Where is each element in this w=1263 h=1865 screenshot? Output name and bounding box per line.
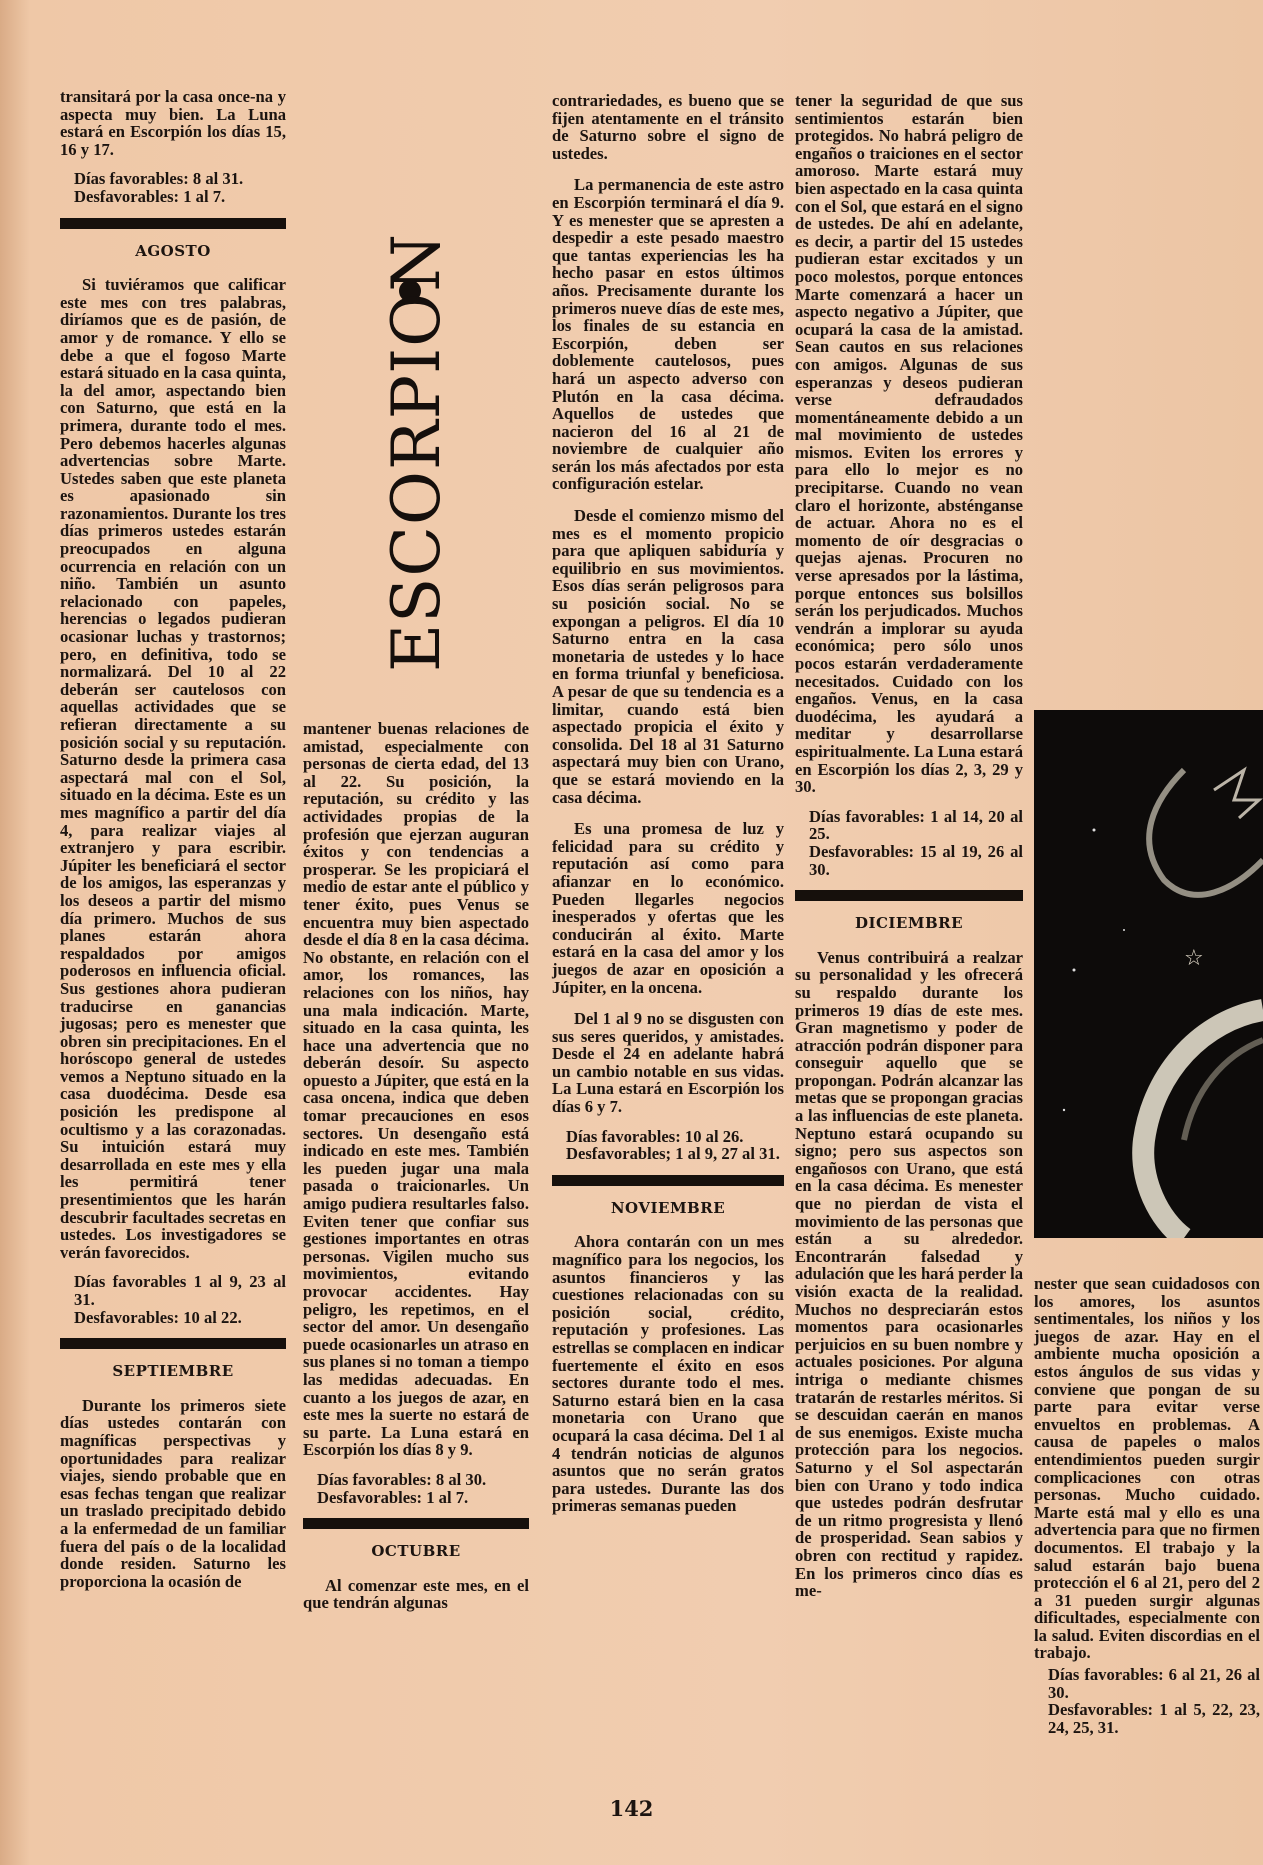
month-heading: NOVIEMBRE xyxy=(610,1198,726,1217)
divider-rule xyxy=(303,1518,529,1529)
scorpion-illustration xyxy=(1034,710,1263,1238)
paragraph: Venus contribuirá a realzar su personalidad y les ofrecerá su respaldo durante los primeros 19 días de este mes. Gran magnetismo y poder de atracción podrán disponer para conseguir aquello que se propongan. Podrán alcanzar las metas que se propongan gracias a las influencias de este planeta. Neptuno estará ocupando su signo; pero sus aspectos son engañosos con Urano, que está en la casa décima. Es menester que no pierdan de vista el movimiento de las personas que están a su alrededor. Encontrarán falsedad y adulación que les hará perder la visión exacta de la realidad. Muchos no despreciarán estos momentos para ocasionarles perjuicios en su buen nombre y actuales posiciones. Por alguna intriga o mediante chismes tratarán de restarles méritos. Si se descuidan caerán en manos de sus enemigos. Existe mucha protección para los negocios. Saturno y el Sol aspectarán bien con Urano y todo indica que ustedes podrán desfrutar de un ritmo progresista y llenó de prosperidad. Sean sabios y obren con rectitud y rapidez. En los primeros cinco días es me- xyxy=(795,947,1023,1601)
unfavorable-days: Desfavorables; 1 al 9, 27 al 31. xyxy=(566,1144,780,1164)
column-2 xyxy=(303,720,529,1616)
paragraph: nester que sean cuidadosos con los amores, los asuntos sentimentales, los niños y los juegos de azar. Hay en el ambiente mucha oposición a estos ángulos de sus vidas y conviene que pongan de su parte para evitar verse envueltos en problemas. A causa de papeles o malos entendimientos pueden surgir complicaciones con otras personas. Mucho cuidado. Marte está mal y ello es una advertencia para que no firmen documentos. El trabajo y la salud estarán bajo buena protección el 6 al 21, pero del 2 a 31 pueden surgir algunas dificultades, especialmente con la salud. Eviten discordias en el trabajo. xyxy=(1034,1274,1260,1663)
dates-block xyxy=(1034,1666,1260,1736)
scorpion-artwork-icon xyxy=(1034,710,1263,1238)
dates-block xyxy=(552,1128,784,1163)
paragraph: Durante los primeros siete días ustedes contarán con magníficas perspectivas y oportunidades para realizar viajes, siendo probable que en esas fechas tengan que realizar un traslado precipitado debido a la enfermedad de un familiar fuera del país o de la localidad donde residen. Saturno les proporciona la ocasión de xyxy=(60,1395,286,1591)
dates-block xyxy=(303,1471,529,1506)
column-4 xyxy=(795,92,1023,1604)
divider-rule xyxy=(552,1175,784,1186)
page-number: 142 xyxy=(609,1796,654,1821)
column-1 xyxy=(60,88,286,1594)
divider-rule xyxy=(60,1338,286,1349)
favorable-days: Días favorables: 10 al 26. xyxy=(566,1126,744,1146)
paragraph: Ahora contarán con un mes magnífico para los negocios, los asuntos financieros y las cuestiones relacionadas con su posición social, crédito, reputación y profesiones. Las estrellas se complacen en indicar fuertemente el éxito en esos sectores durante todo el mes. Saturno estará bien en la casa monetaria con Urano que ocupará la casa décima. Del 1 al 4 tendrán noticias de algunos asuntos que no serán gratos para ustedes. Durante las dos primeras semanas pueden xyxy=(552,1232,784,1516)
favorable-days: Días favorables: 8 al 30. xyxy=(317,1469,487,1489)
paragraph: Desde el comienzo mismo del mes es el momento propicio para que apliquen sabiduría y equilibrio en sus movimientos. Esos días serán peligrosos para su posición social. No se expongan a peligros. El día 10 Saturno entra en la casa monetaria de ustedes y lo hace en forma triunfal y beneficiosa. A pesar de que su tendencia es a limitar, cuando está bien aspectado propicia el éxito y consolida. Del 18 al 31 Saturno aspectará muy bien con Urano, que se estará moviendo en la casa décima. xyxy=(552,506,784,807)
unfavorable-days: Desfavorables: 10 al 22. xyxy=(74,1307,242,1327)
dates-block xyxy=(60,1273,286,1326)
favorable-days: Días favorables: 1 al 14, 20 al 25. xyxy=(809,806,1023,844)
star-icon: ☆ xyxy=(1184,946,1204,971)
paragraph: Es una promesa de luz y felicidad para su crédito y reputación así como para afianzar en lo económico. Pueden llegarles negocios inesperados y ofertas que les conducirán al éxito. Marte estará en la casa del amor y los juegos de azar en oposición a Júpiter, en la oncena. xyxy=(552,819,784,997)
paragraph: transitará por la casa once-na y aspecta muy bien. La Luna estará en Escorpión los días 15, 16 y 17. xyxy=(60,87,286,159)
divider-rule xyxy=(795,890,1023,901)
month-heading: OCTUBRE xyxy=(371,1542,461,1561)
unfavorable-days: Desfavorables: 15 al 19, 26 al 30. xyxy=(809,841,1023,879)
paragraph: tener la seguridad de que sus sentimientos estarán bien protegidos. No habrá peligro de engaños o traiciones en el sector amoroso. Marte estará muy bien aspectado en la casa quinta con el Sol, que estará en el signo de ustedes. De ahí en adelante, es decir, a partir del 15 ustedes pudieran estar excitados y un poco molestos, porque entonces Marte comenzará a hacer un aspecto negativo a Júpiter, que ocupará la casa de la amistad. Sean cautos en sus relaciones con amigos. Algunas de sus esperanzas y deseos pudieran verse defraudados momentáneamente debido a un mal movimiento de ustedes mismos. Eviten los errores y para ello lo mejor es no precipitarse. Cuando no vean claro el horizonte, absténganse de actuar. Ahora no es el momento de oír desgracias o quejas ajenas. Procuren no verse apresados por la lástima, porque entonces sus bolsillos serán los perjudicados. Muchos vendrán a implorar su ayuda económica; pero sólo unos pocos estarán verdaderamente necesitados. Cuidado con los engaños. Venus, en la casa duodécima, les ayudará a meditar y desarrollarse espiritualmente. La Luna estará en Escorpión los días 2, 3, 29 y 30. xyxy=(795,91,1023,797)
paragraph: contrariedades, es bueno que se fijen atentamente en el tránsito de Saturno sobre el signo de ustedes. xyxy=(552,91,784,163)
paragraph: Del 1 al 9 no se disgusten con sus seres queridos, y amistades. Desde el 24 en adelante habrá un cambio notable en sus vidas. La Luna estará en Escorpión los días 6 y 7. xyxy=(552,1009,784,1117)
favorable-days: Días favorables: 6 al 21, 26 al 30. xyxy=(1048,1665,1260,1702)
divider-rule xyxy=(60,218,286,229)
dates-block xyxy=(60,170,286,205)
unfavorable-days: Desfavorables: 1 al 5, 22, 23, 24, 25, 31. xyxy=(1048,1700,1260,1737)
dates-block xyxy=(795,808,1023,878)
column-5 xyxy=(1034,1275,1260,1748)
month-heading: AGOSTO xyxy=(135,241,211,260)
favorable-days: Días favorables: 8 al 31. xyxy=(74,169,244,189)
month-heading: DICIEMBRE xyxy=(854,914,964,933)
sign-title: ESCORPION xyxy=(378,232,455,672)
unfavorable-days: Desfavorables: 1 al 7. xyxy=(317,1487,469,1507)
paragraph: La permanencia de este astro en Escorpión terminará el día 9. Y es menester que se apresten a despedir a este pesado maestro que tantas experiencias les ha hecho pasar en estos últimos años. Precisamente durante los primeros nueve días de este mes, los finales de su estancia en Escorpión, deben ser doblemente cautelosos, pues hará un aspecto adverso con Plutón en la casa décima. Aquellos de ustedes que nacieron del 16 al 21 de noviembre de cualquier año serán los más afectados por esta configuración estelar. xyxy=(552,175,784,494)
column-3 xyxy=(552,92,784,1519)
paragraph: Si tuviéramos que calificar este mes con tres palabras, diríamos que es de pasión, de amor y de romance. Y ello se debe a que el fogoso Marte estará situado en la casa quinta, la del amor, aspectando bien con Saturno, que está en la primera, durante todo el mes. Pero debemos hacerles algunas advertencias sobre Marte. Ustedes saben que este planeta es apasionado sin razonamientos. Durante los tres días primeros ustedes estarán preocupados en alguna ocurrencia en relación con un niño. También un asunto relacionado con papeles, herencias o legados pudieran ocasionar luchas y trastornos; pero, en definitiva, todo se normalizará. Del 10 al 22 deberán ser cautelosos con aquellas actividades que se refieran directamente a su posición social y su reputación. Saturno desde la primera casa aspectará mal con el Sol, situado en la décima. Este es un mes magnífico a partir del día 4, para realizar viajes al extranjero y para escribir. Júpiter les beneficiará el sector de los amigos, las esperanzas y los deseos a partir del mismo día primero. Muchos de sus planes estarán ahora respaldados por amigos poderosos en influencia oficial. Sus gestiones ahora pudieran traducirse en ganancias jugosas; pero es menester que obren sin precipitaciones. En el horóscopo general de ustedes vemos a Neptuno situado en la casa duodécima. Desde esa posición les predispone al ocultismo y a las corazonadas. Su intuición estará muy desarrollada en este mes y ella les permitirá tener presentimientos que les harán descubrir facultades secretas en ustedes. Los investigadores se verán favorecidos. xyxy=(60,275,286,1262)
paragraph: mantener buenas relaciones de amistad, especialmente con personas de cierta edad, del 13 al 22. Su posición, la reputación, su crédito y las actividades propias de la profesión que ejerzan auguran éxitos y con tendencias a prosperar. Se les propiciará el medio de estar ante el público y tener éxito, pues Venus se encuentra muy bien aspectado desde el día 8 en la casa décima. No obstante, en relación con el amor, los romances, las relaciones con los niños, hay una mala indicación. Marte, situado en la casa quinta, les hace una advertencia que no deberán desoír. Su aspecto opuesto a Júpiter, que está en la casa oncena, indica que deben tomar precauciones en esos sectores. Un desengaño está indicado en este mes. También les pueden jugar una mala pasada o traicionarles. Un amigo pudiera resultarles falso. Eviten tener que confiar sus gestiones importantes en otras personas. Vigilen mucho sus movimientos, evitando provocar accidentes. Hay peligro, les repetimos, en el sector del amor. Un desengaño puede ocasionarles un atraso en sus planes si no toman a tiempo las medidas adecuadas. En cuanto a los juegos de azar, en este mes la suerte no estará de su parte. La Luna estará en Escorpión los días 8 y 9. xyxy=(303,719,529,1460)
favorable-days: Días favorables 1 al 9, 23 al 31. xyxy=(74,1272,286,1309)
paragraph: Al comenzar este mes, en el que tendrán algunas xyxy=(303,1575,529,1613)
month-heading: SEPTIEMBRE xyxy=(112,1362,234,1381)
unfavorable-days: Desfavorables: 1 al 7. xyxy=(74,186,226,206)
